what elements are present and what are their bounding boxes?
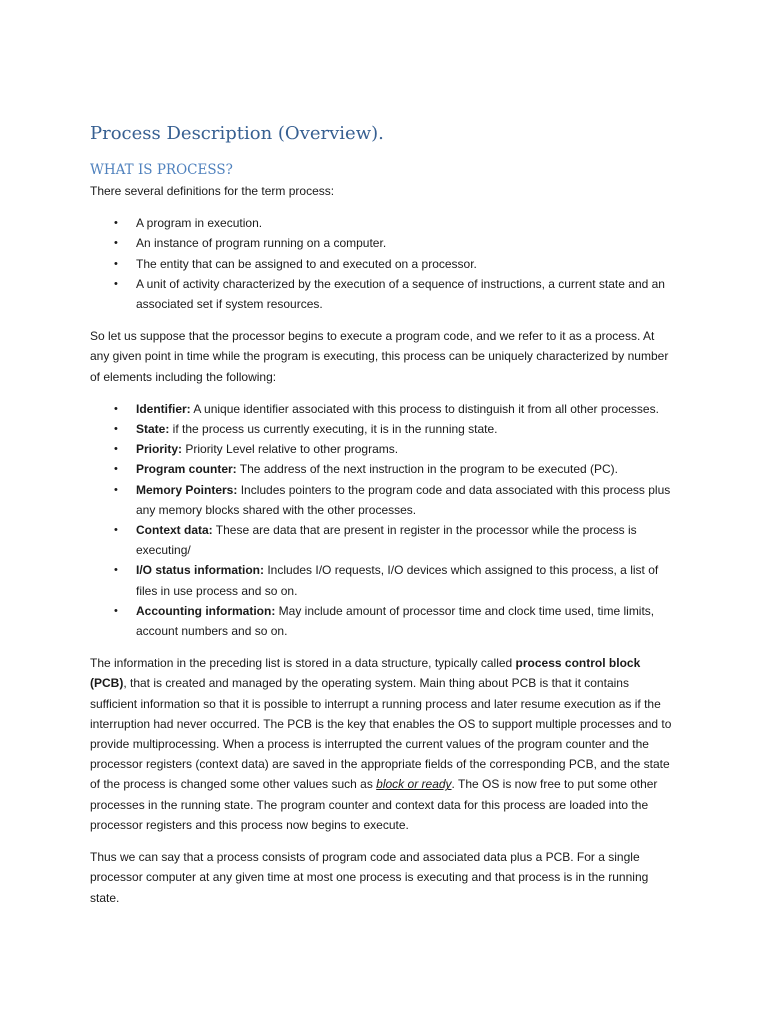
element-term: State:	[136, 422, 170, 437]
pcb-term: process control block (PCB)	[90, 656, 641, 691]
bullet-icon: •	[114, 257, 118, 270]
bullet-icon: •	[114, 524, 118, 537]
element-description: May include amount of processor time and clock time used, time limits, account numbers and so on.	[136, 603, 655, 639]
bullet-icon: •	[114, 483, 118, 496]
bullet-icon: •	[114, 237, 118, 250]
element-term: Identifier:	[136, 401, 191, 416]
element-description: Includes I/O requests, I/O devices which assigned to this process, a list of files in use process and so on.	[136, 563, 659, 598]
process-element-item	[90, 419, 674, 439]
element-description: These are data that are present in register in the processor while the process is executing/	[136, 523, 637, 558]
document-title: Process Description (Overview).	[90, 123, 384, 144]
definition-item: • The entity that can be assigned to and executed on a processor.	[90, 254, 674, 274]
bullet-icon: •	[114, 402, 118, 415]
pcb-paragraph: The information in the preceding list is stored in a data structure, typically called process control block (PCB), that is created and managed by the operating system. Main thing about PCB is that it contains sufficient information so that it is possible to interrupt a running process and later resume execution as if the interruption had never occurred. The PCB is the key that enables the OS to support multiple processes and to provide multiprocessing. When a process is interrupted the current values of the program counter and the processor registers (context data) are saved in the appropriate fields of the corresponding PCB, and the state of the process is changed some other values such as block or ready. The OS is now free to put some other processes in the running state. The program counter and context data for this process are loaded into the processor registers and this process now begins to execute.	[90, 656, 672, 832]
bullet-icon: •	[114, 423, 118, 436]
conclusion-paragraph: Thus we can say that a process consists of program code and associated data plus a PCB. For a single processor computer at any given time at most one process is executing and that process is in the running state.	[90, 850, 649, 905]
definition-item: • A program in execution.	[90, 213, 674, 233]
process-element-item	[90, 399, 674, 419]
element-description: The address of the next instruction in the program to be executed (PC).	[236, 462, 619, 477]
element-description: A unique identifier associated with this process to distinguish it from all other processes.	[190, 401, 659, 416]
bullet-icon: •	[114, 564, 118, 577]
element-term: Context data:	[136, 523, 213, 538]
process-element-item	[90, 520, 674, 560]
bullet-icon: •	[114, 463, 118, 476]
intro-paragraph: There several definitions for the term process:	[90, 184, 335, 198]
element-term: Program counter:	[136, 462, 237, 477]
process-element-item	[90, 439, 674, 459]
element-description: Includes pointers to the program code and data associated with this process plus any memory blocks shared with the other processes.	[136, 482, 671, 517]
definition-item: • A unit of activity characterized by the execution of a sequence of instructions, a current state and an associated set if system resources.	[90, 274, 674, 314]
element-description: if the process us currently executing, it is in the running state.	[169, 422, 498, 437]
element-term: Memory Pointers:	[136, 482, 238, 497]
process-element-item	[90, 601, 674, 641]
definition-item: • An instance of program running on a computer.	[90, 233, 674, 253]
process-element-item	[90, 560, 674, 600]
element-term: Accounting information:	[136, 603, 276, 618]
element-term: Priority:	[136, 442, 183, 457]
section-heading: WHAT IS PROCESS?	[90, 162, 233, 178]
element-description: Priority Level relative to other programs.	[182, 442, 399, 457]
process-element-item	[90, 480, 674, 520]
definition-list	[90, 213, 674, 314]
bullet-icon: •	[114, 604, 118, 617]
bullet-icon: •	[114, 443, 118, 456]
process-elements-intro-paragraph: So let us suppose that the processor begins to execute a program code, and we refer to it as a process. At any given point in time while the program is executing, this process can be uniquely characterized by number of elements including the following:	[90, 329, 669, 384]
process-element-item	[90, 459, 674, 479]
bullet-icon: •	[114, 277, 118, 290]
state-examples-text: block or ready	[376, 777, 452, 792]
process-elements-list	[90, 399, 674, 641]
document-body	[90, 118, 674, 908]
bullet-icon: •	[114, 217, 118, 230]
element-term: I/O status information:	[136, 563, 265, 578]
